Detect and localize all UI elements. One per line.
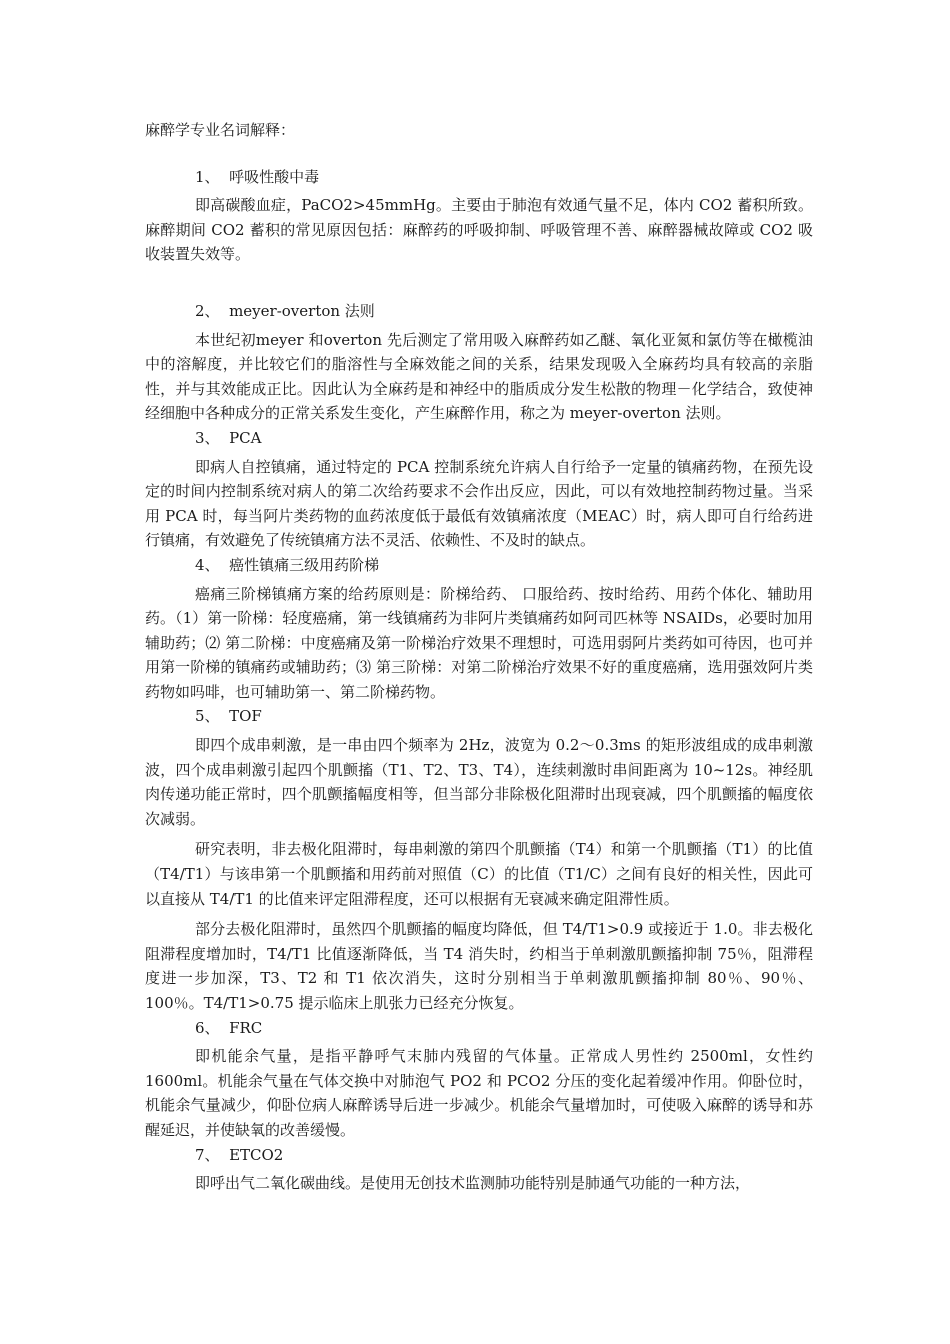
- section-paragraph: 即四个成串刺激，是一串由四个频率为 2Hz，波宽为 0.2～0.3ms 的矩形波组成的成串刺激波，四个成串刺激引起四个肌颤搐（T1、T2、T3、T4），连续刺激时串间距离为 10~12s。神经肌肉传递功能正常时，四个肌颤搐幅度相等，但当部分非除极化阻滞时出现衰减，四个肌颤搐的幅度依次减弱。: [145, 736, 813, 828]
- section-heading: 6、 FRC: [195, 1018, 263, 1037]
- section-3: [145, 426, 813, 553]
- section-7: [145, 1143, 813, 1196]
- section-paragraph: 即机能余气量，是指平静呼气末肺内残留的气体量。正常成人男性约 2500ml，女性约 1600ml。机能余气量在气体交换中对肺泡气 PO2 和 PCO2 分压的变化起着缓冲作用。仰卧位时，机能余气量减少，仰卧位病人麻醉诱导后进一步减少。机能余气量增加时，可使吸入麻醉的诱导和苏醒延迟，并使缺氧的改善缓慢。: [145, 1047, 813, 1139]
- section-heading: 2、 meyer-overton 法则: [195, 301, 375, 320]
- section-4: [145, 553, 813, 705]
- section-6: [145, 1016, 813, 1143]
- document-title: 麻醉学专业名词解释：: [145, 121, 296, 139]
- section-paragraph: 即呼出气二氧化碳曲线。是使用无创技术监测肺功能特别是肺通气功能的一种方法，: [195, 1174, 751, 1193]
- section-paragraph: 本世纪初meyer 和overton 先后测定了常用吸入麻醉药如乙醚、氧化亚氮和氯仿等在橄榄油中的溶解度，并比较它们的脂溶性与全麻效能之间的关系，结果发现吸入全麻药均具有较高的亲脂性，并与其效能成正比。因此认为全麻药是和神经中的脂质成分发生松散的物理－化学结合，致使神经细胞中各种成分的正常关系发生变化，产生麻醉作用，称之为 meyer-overton 法则。: [145, 330, 813, 423]
- section-1: [145, 165, 813, 267]
- section-heading: 7、 ETCO2: [195, 1145, 284, 1164]
- section-heading: 5、 TOF: [195, 707, 262, 726]
- section-paragraph: 癌痛三阶梯镇痛方案的给药原则是：阶梯给药、 口服给药、按时给药、用药个体化、辅助用药。（1）第一阶梯：轻度癌痛，第一线镇痛药为非阿片类镇痛药如阿司匹林等 NSAIDs，必要时加用辅助药；⑵ 第二阶梯：中度癌痛及第一阶梯治疗效果不理想时，可选用弱阿片类药如可待因，也可并用第一阶梯的镇痛药或辅助药；⑶ 第三阶梯：对第二阶梯治疗效果不好的重度癌痛，选用强效阿片类药物如吗啡，也可辅助第一、第二阶梯药物。: [145, 584, 813, 701]
- document-page: [145, 118, 813, 1196]
- section-5: [145, 704, 813, 1015]
- section-paragraph: 即高碳酸血症，PaCO2>45mmHg。主要由于肺泡有效通气量不足，体内 CO2 蓄积所致。麻醉期间 CO2 蓄积的常见原因包括：麻醉药的呼吸抑制、呼吸管理不善、麻醉器械故障或 CO2 吸收装置失效等。: [145, 196, 813, 264]
- section-paragraph: 研究表明，非去极化阻滞时，每串刺激的第四个肌颤搐（T4）和第一个肌颤搐（T1）的比值（T4/T1）与该串第一个肌颤搐和用药前对照值（C）的比值（T1/C）之间有良好的相关性，因此可以直接从 T4/T1 的比值来评定阻滞程度，还可以根据有无衰减来确定阻滞性质。: [145, 840, 813, 908]
- section-paragraph: 部分去极化阻滞时，虽然四个肌颤搐的幅度均降低，但 T4/T1>0.9 或接近于 1.0。非去极化阻滞程度增加时，T4/T1 比值逐渐降低，当 T4 消失时，约相当于单刺激肌颤搐抑制 75％，阻滞程度进一步加深，T3、T2 和 T1 依次消失，这时分别相当于单刺激肌颤搐抑制 80％、90％、100％。T4/T1>0.75 提示临床上肌张力已经充分恢复。: [145, 920, 813, 1012]
- section-paragraph: 即病人自控镇痛，通过特定的 PCA 控制系统允许病人自行给予一定量的镇痛药物，在预先设定的时间内控制系统对病人的第二次给药要求不会作出反应，因此，可以有效地控制药物过量。当采用 PCA 时，每当阿片类药物的血药浓度低于最低有效镇痛浓度（MEAC）时，病人即可自行给药进行镇痛，有效避免了传统镇痛方法不灵活、依赖性、不及时的缺点。: [145, 457, 813, 550]
- section-heading: 4、 癌性镇痛三级用药阶梯: [195, 555, 380, 574]
- section-heading: 3、 PCA: [195, 428, 262, 447]
- section-2: [145, 299, 813, 426]
- section-heading: 1、 呼吸性酸中毒: [195, 167, 320, 186]
